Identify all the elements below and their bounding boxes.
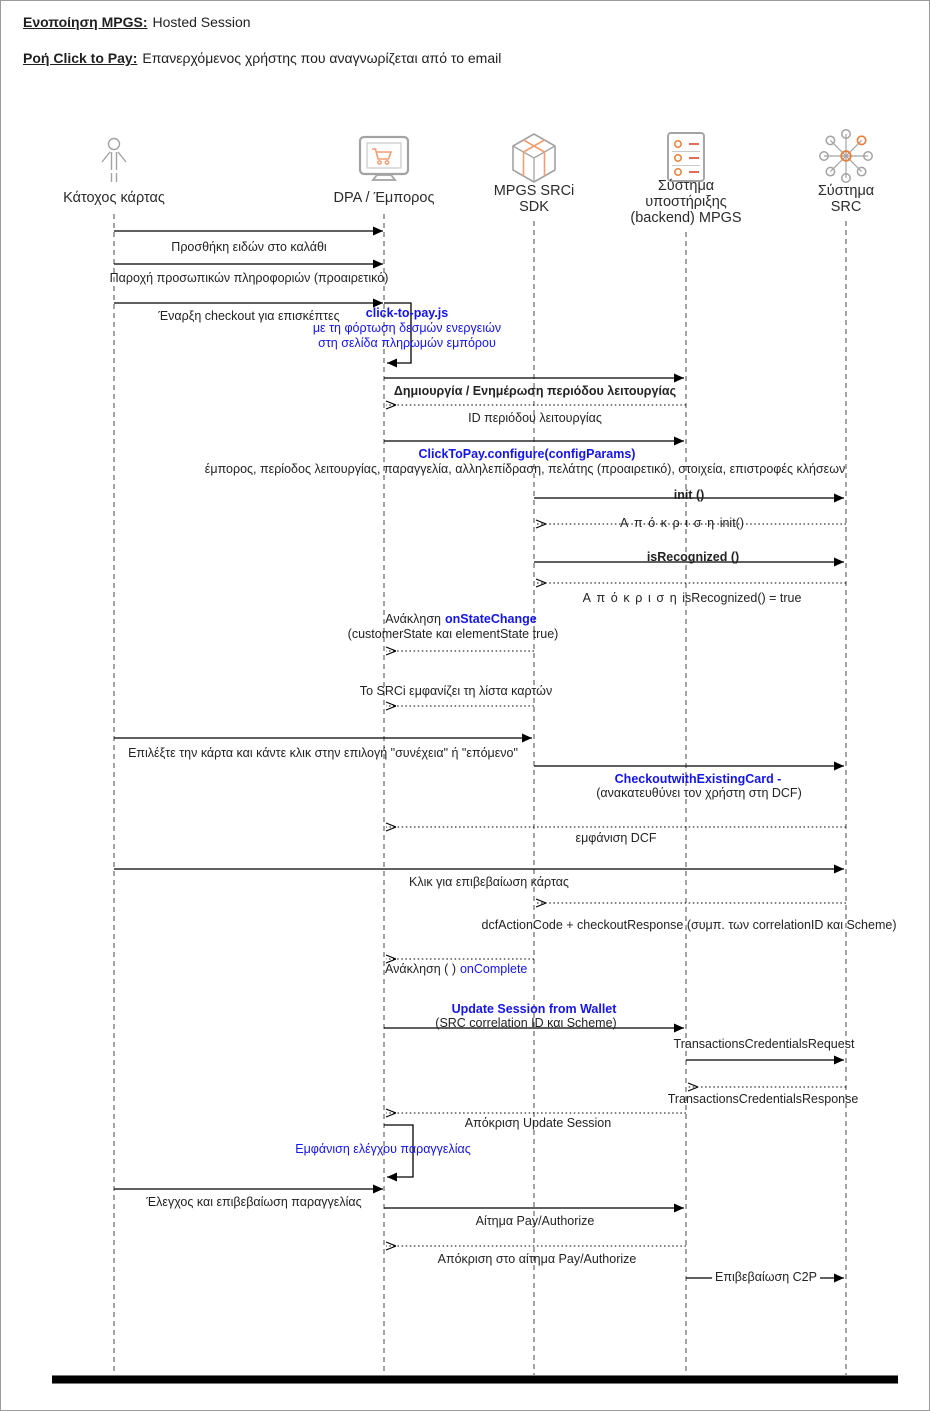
label-configure-title: ClickToPay.configure(configParams) — [418, 447, 636, 461]
label-checkout-existing-line2: (ανακατευθύνει τον χρήστη στη DCF) — [596, 786, 802, 800]
diagram-canvas — [1, 1, 929, 1410]
server-list-icon — [668, 133, 704, 181]
label-onstatechange-link: onStateChange — [445, 612, 537, 626]
label-onstatechange — [385, 612, 536, 627]
label-clicktopay-js-line3: στη σελίδα πληρωμών εμπόρου — [318, 336, 496, 350]
actor-label-backend: Σύστημα υποστήριξης (backend) MPGS — [630, 178, 742, 226]
label-card-list: Το SRCi εμφανίζει τη λίστα καρτών — [359, 684, 553, 698]
header-line-1-value: Hosted Session — [152, 14, 251, 30]
label-confirm-c2p-text: Επιβεβαίωση C2P — [712, 1270, 820, 1284]
actor-label-merchant: DPA / Έμπορος — [333, 190, 435, 206]
actor-label-srci-sdk: MPGS SRCi SDK — [493, 183, 575, 215]
label-oncomplete — [385, 962, 527, 977]
label-tc-response: TransactionsCredentialsResponse — [667, 1092, 859, 1106]
label-pay-authorize-request: Αίτημα Pay/Authorize — [475, 1214, 595, 1228]
header-line-1-label: Ενοποίηση MPGS: — [23, 14, 148, 30]
label-init-response-suffix: init() — [719, 516, 745, 530]
label-confirm-c2p — [712, 1270, 820, 1285]
label-personal-info: Παροχή προσωπικών πληροφοριών (προαιρετικό) — [109, 271, 389, 285]
label-isrecognized: isRecognized () — [646, 550, 740, 564]
label-oncomplete-link: onComplete — [459, 962, 528, 976]
label-oncomplete-prefix: Ανάκληση ( ) — [385, 962, 456, 976]
diagram-bottom-bar — [52, 1375, 898, 1384]
label-init-response-prefix: Απόκριση — [619, 516, 720, 530]
label-clicktopay-js-title: click-to-pay.js — [365, 306, 449, 320]
label-session-id: ID περιόδου λειτουργίας — [468, 411, 602, 425]
label-configure-params: έμπορος, περίοδος λειτουργίας, παραγγελία, αλληλεπίδραση, πελάτης (προαιρετικό), στοιχεία, επιστροφές κλήσεων — [204, 462, 846, 476]
label-show-dcf: εμφάνιση DCF — [575, 831, 657, 845]
label-pay-authorize-response: Απόκριση στο αίτημα Pay/Authorize — [437, 1252, 637, 1266]
label-create-session: Δημιουργία / Ενημέρωση περιόδου λειτουργίας — [393, 384, 677, 398]
package-icon — [513, 134, 555, 182]
label-update-session-title: Update Session from Wallet — [451, 1002, 617, 1016]
label-add-items: Προσθήκη ειδών στο καλάθι — [171, 240, 327, 254]
label-checkout-existing-title: CheckoutwithExistingCard - — [614, 772, 782, 786]
label-isrecognized-response-suffix: isRecognized() = true — [682, 591, 802, 605]
label-click-confirm-card: Κλικ για επιβεβαίωση κάρτας — [409, 875, 569, 889]
person-icon — [102, 139, 126, 183]
label-dcf-action-code: dcfActionCode + checkoutResponse (συμπ. των correlationID και Scheme) — [481, 918, 897, 932]
actor-label-src-system: Σύστημα SRC — [817, 183, 875, 215]
header-line-2-label: Ροή Click to Pay: — [23, 50, 138, 66]
label-clicktopay-js — [313, 306, 501, 351]
label-start-checkout: Έναρξη checkout για επισκέπτες — [158, 309, 340, 323]
label-review-confirm: Έλεγχος και επιβεβαίωση παραγγελίας — [146, 1195, 362, 1209]
label-onstatechange-prefix: Ανάκληση — [385, 612, 442, 626]
label-update-session-line2: (SRC correlation ID και Scheme) — [435, 1016, 617, 1030]
label-tc-request: TransactionsCredentialsRequest — [673, 1037, 855, 1051]
label-show-order-review: Εμφάνιση ελέγχου παραγγελίας — [295, 1142, 471, 1156]
label-init-response — [620, 516, 744, 531]
label-onstatechange-line2: (customerState και elementState true) — [347, 627, 559, 641]
actor-label-cardholder: Κάτοχος κάρτας — [63, 190, 165, 206]
label-clicktopay-js-line2: με τη φόρτωση δεσμών ενεργειών — [312, 321, 502, 335]
network-icon — [820, 130, 872, 182]
monitor-cart-icon — [360, 137, 408, 180]
label-init: init () — [673, 488, 705, 502]
header-line-2-value: Επανερχόμενος χρήστης που αναγνωρίζεται από το email — [142, 50, 502, 66]
label-isrecognized-response-prefix: Απόκριση — [582, 591, 683, 605]
label-update-session-response: Απόκριση Update Session — [464, 1116, 612, 1130]
label-isrecognized-response — [583, 591, 802, 606]
label-select-card: Επιλέξτε την κάρτα και κάντε κλικ στην επιλογή "συνέχεια" ή "επόμενο" — [128, 746, 518, 760]
